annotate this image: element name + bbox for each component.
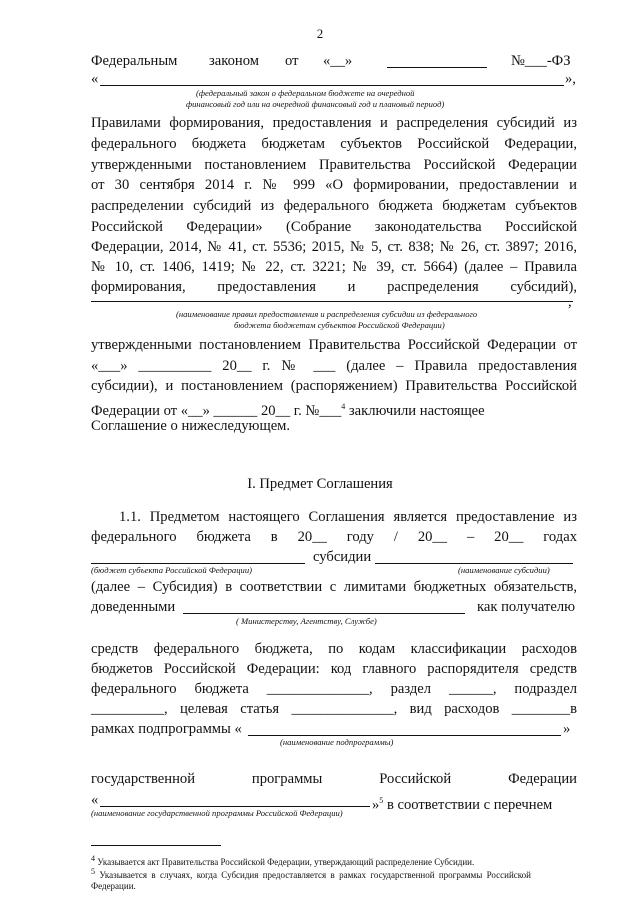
blank-line (248, 722, 561, 736)
footnote-mark: 4 (91, 854, 95, 863)
quote-close: » (372, 796, 380, 813)
blank-line (91, 288, 573, 302)
quote-close: » (563, 721, 571, 737)
text-line: федерального бюджета бюджетам субъектов Российской Федерации, (91, 136, 577, 152)
blank-line (375, 550, 573, 564)
caption: (наименование государственной программы Российской Федерации) (91, 808, 343, 818)
footnote (91, 866, 531, 892)
quote-open: « (91, 792, 99, 808)
text-line: «___» __________ 20__ г. № ___ (далее – Правила предоставления (91, 358, 577, 374)
caption: (наименование субсидии) (458, 565, 550, 575)
text-fragment: Федерации от «__» ______ 20__ г. №___ (91, 402, 342, 419)
text-line: (далее – Субсидия) в соответствии с лимитами бюджетных обязательств, (91, 579, 577, 595)
caption: (наименование правил предоставления и распределения субсидии из федерального (176, 309, 478, 319)
text-line: формирования, предоставления и распределения субсидий), (91, 279, 577, 295)
quote-close: », (565, 71, 576, 87)
caption: (бюджет субъекта Российской Федерации) (91, 565, 252, 575)
footnote-mark: 5 (91, 867, 95, 876)
caption: (наименование подпрограммы) (280, 737, 394, 747)
text-line: Федерации, 2014, № 41, ст. 5536; 2015, № 5, ст. 838; № 26, ст. 3897; 2016, (91, 239, 577, 255)
word: субсидии (313, 549, 372, 565)
text-line: Соглашение о нижеследующем. (91, 418, 291, 434)
text-line: федерального бюджета в 20__ году / 20__ – 20__ годах (91, 529, 577, 545)
footnote-ref: 5 (379, 796, 384, 805)
text-line: утвержденными постановлением Правительства Российской Федерации (91, 157, 577, 173)
word: от (285, 53, 299, 69)
text-line: утвержденными постановлением Правительства Российской Федерации от (91, 337, 577, 353)
section-heading: I. Предмет Соглашения (247, 476, 393, 492)
text-line: распределении субсидий из федерального бюджета бюджетам субъектов (91, 198, 577, 214)
text-line: Правилами формирования, предоставления и распределения субсидий из (91, 115, 577, 131)
word: как получателю (477, 599, 576, 615)
comma: , (568, 294, 572, 310)
caption: (федеральный закон о федеральном бюджете на очередной (196, 88, 415, 98)
blank-line (183, 600, 465, 614)
caption: ( Министерству, Агентству, Службе) (236, 616, 377, 626)
text-line: средств федерального бюджета, по кодам классификации расходов (91, 641, 577, 657)
word: Федеральным (91, 53, 178, 69)
footnote-rule (91, 845, 221, 846)
blank-line (100, 72, 564, 86)
page-number: 2 (316, 26, 324, 41)
text-line: бюджетов Российской Федерации: код главного распорядителя средств (91, 661, 577, 677)
date-blank: «__» (323, 53, 353, 69)
caption: бюджета бюджетам субъектов Российской Федерации) (234, 320, 445, 330)
text-fragment: рамках подпрограммы « (91, 721, 242, 737)
text-line: № 10, ст. 1406, 1419; № 22, ст. 3221; № 39, ст. 5664) (далее – Правила (91, 259, 577, 275)
footnote-text: Указывается акт Правительства Российской Федерации, утверждающий распределение Субсидии. (97, 857, 475, 867)
footnote-ref: 4 (341, 402, 346, 411)
text-line: от 30 сентября 2014 г. № 999 «О формировании, предоставлении и (91, 177, 577, 193)
text-line: субсидии), и постановлением (распоряжением) Правительства Российской (91, 378, 577, 394)
text-fragment: в соответствии с перечнем (383, 796, 553, 813)
text-line: государственной программы Российской Федерации (91, 771, 577, 787)
word: законом (209, 53, 259, 69)
text-line: __________, целевая статья ______________, вид расходов ________в (91, 701, 577, 717)
law-number: №___-ФЗ (511, 53, 571, 69)
blank-line (91, 550, 305, 564)
quote-open: « (91, 71, 99, 87)
text-line: 1.1. Предметом настоящего Соглашения является предоставление из (119, 509, 577, 525)
word: доведенными (91, 599, 176, 615)
footnote-text: Указывается в случаях, когда Субсидия предоставляется в рамках государственной программы Российской Федерации. (91, 870, 531, 891)
caption: финансовый год или на очередной финансовый год и плановый период) (186, 99, 445, 109)
text-line: федерального бюджета ______________, раздел ______, подраздел (91, 681, 577, 697)
date-line (387, 54, 487, 68)
text-fragment (372, 791, 552, 815)
text-fragment: заключили настоящее (345, 402, 485, 419)
text-line: Российской Федерации» (Собрание законодательства Российской (91, 219, 577, 235)
blank-line (100, 793, 370, 807)
